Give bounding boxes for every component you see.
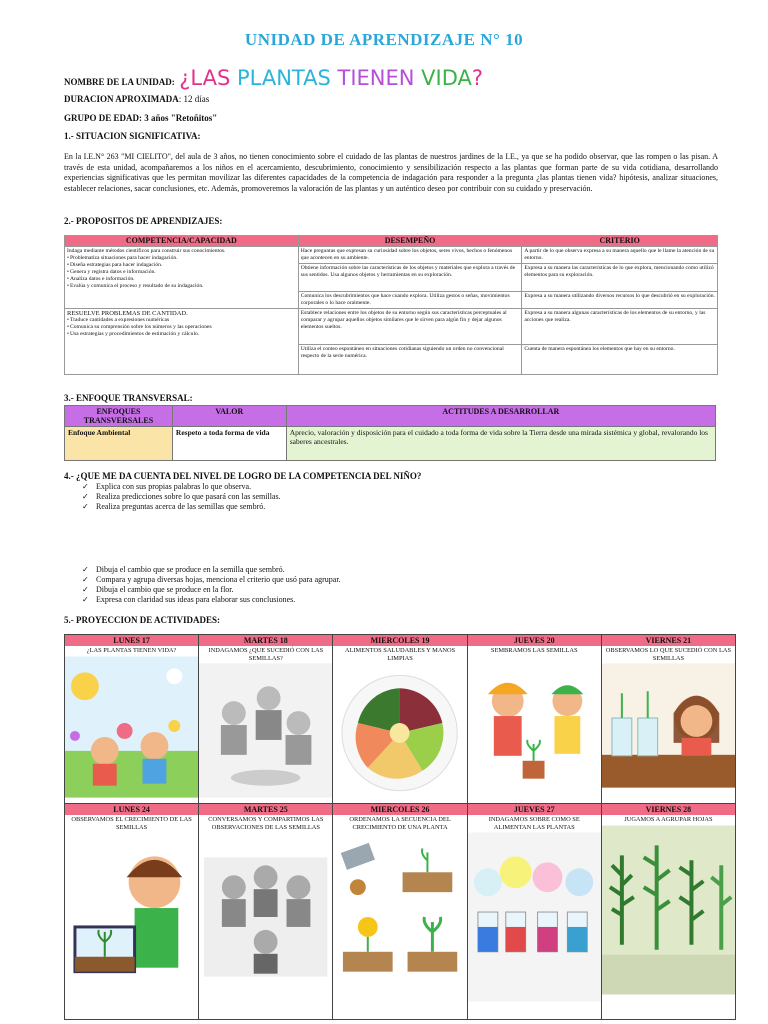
- activity-cell: [601, 804, 735, 1020]
- desempeno-cell: Hace preguntas que expresan su curiosidad sobre los objetos, seres vivos, hechos o fenómenos que acontecen en su ambiente.: [298, 247, 522, 264]
- activity-cell: [333, 804, 467, 1020]
- criterio-cell: Cuenta de manera espontánea los elementos que hay en su entorno.: [522, 345, 718, 375]
- desempeno-cell: Comunica los descubrimientos que hace cuando explora. Utiliza gestos o señas, movimientos corporales o lo hace oralmente.: [298, 292, 522, 309]
- activity-title: ORDENAMOS LA SECUENCIA DEL CRECIMIENTO DE UNA PLANTA: [349, 816, 451, 831]
- day-label: MARTES 18: [199, 635, 332, 646]
- unit-name-label: NOMBRE DE LA UNIDAD: [64, 77, 172, 87]
- unit-name-title: ¿LAS PLANTAS TIENEN VIDA?: [179, 66, 484, 90]
- criterio-cell: Expresa a su manera las características de lo que explora, mencionando como utilizó elementos para su exploración.: [522, 264, 718, 292]
- list-item: ✓ Realiza predicciones sobre lo que pasará con las semillas.: [64, 492, 704, 502]
- document-title: UNIDAD DE APRENDIZAJE N° 10: [244, 30, 524, 49]
- logro-list-b: [64, 565, 704, 605]
- activity-title: ALIMENTOS SALUDABLES Y MANOS LIMPIAS: [344, 647, 456, 662]
- section2-title: 2.- PROPOSITOS DE APRENDIZAJES:: [64, 216, 223, 226]
- activities-grid: [64, 634, 736, 1020]
- col-desempeno: DESEMPEÑO: [298, 236, 522, 247]
- valor-cell: Respeto a toda forma de vida: [172, 427, 286, 461]
- activity-title: OBSERVAMOS EL CRECIMIENTO DE LAS SEMILLAS: [71, 816, 192, 831]
- list-item: ✓ Explica con sus propias palabras lo que observa.: [64, 482, 704, 492]
- day-label: VIERNES 28: [602, 804, 735, 815]
- activity-cell: [199, 804, 333, 1020]
- logro-list-a: [64, 482, 704, 512]
- activity-title: CONVERSAMOS Y COMPARTIMOS LAS OBSERVACIONES DE LAS SEMILLAS: [208, 816, 324, 831]
- enfoque-table: [64, 405, 716, 461]
- activity-cell: [467, 804, 601, 1020]
- activity-cell: [65, 804, 199, 1020]
- col-actitudes: ACTITUDES A DESARROLLAR: [286, 406, 715, 427]
- section5-title: 5.- PROYECCION DE ACTIVIDADES:: [64, 615, 221, 625]
- day-label: VIERNES 21: [602, 635, 735, 646]
- activity-title: JUGAMOS A AGRUPAR HOJAS: [624, 816, 713, 823]
- desempeno-cell: Establece relaciones entre los objetos de su entorno según sus características perceptuales al comparar y agrupar aquellos objetos similares que le sirven para algún fin y dejar algunos elementos sueltos.: [298, 309, 522, 345]
- duration-label: DURACION APROXIMADA: [64, 94, 179, 104]
- list-item: ✓ Realiza preguntas acerca de las semillas que sembró.: [64, 502, 704, 512]
- boy-observing-terrarium-illustration: [65, 832, 198, 1002]
- leaves-group-photo: [602, 825, 735, 995]
- activity-cell: [199, 635, 333, 804]
- girl-observing-jars-illustration: [602, 663, 735, 788]
- duration-value: : 12 días: [178, 94, 210, 104]
- unit-name-row: NOMBRE DE LA UNIDAD: ¿LAS PLANTAS TIENEN VIDA?: [64, 66, 484, 90]
- desempeno-cell: Utiliza el conteo espontáneo en situaciones cotidianas siguiendo un orden no convencional respecto de la serie numérica.: [298, 345, 522, 375]
- enfoque-ambiental: Enfoque Ambiental: [65, 427, 173, 461]
- duration-row: [64, 94, 209, 104]
- colored-water-flowers-photo: [468, 832, 601, 1002]
- activity-title: SEMBRAMOS LAS SEMILLAS: [490, 647, 578, 654]
- day-label: MARTES 25: [199, 804, 332, 815]
- day-label: MIERCOLES 26: [333, 804, 466, 815]
- children-conversing-sketch: [199, 832, 332, 1002]
- desempeno-cell: Obtiene información sobre las características de los objetos y materiales que explora a través de sus sentidos. Usa algunos objetos y herramientas en su exploración.: [298, 264, 522, 292]
- col-competencia: COMPETENCIA/CAPACIDAD: [65, 236, 299, 247]
- propositos-table: [64, 235, 718, 375]
- list-item: ✓ Compara y agrupa diversas hojas, menciona el criterio que usó para agrupar.: [64, 575, 704, 585]
- activity-title: INDAGAMOS SOBRE COMO SE ALIMENTAN LAS PLANTAS: [488, 816, 580, 831]
- section1-title: 1.- SITUACION SIGNIFICATIVA:: [64, 131, 201, 141]
- group-value: : 3 años "Retoñitos": [139, 113, 218, 123]
- actitudes-cell: Aprecio, valoración y disposición para el cuidado a toda forma de vida sobre la Tierra desde una mirada sistémica y global, revalorando los saberes ancestrales.: [286, 427, 715, 461]
- activity-title: INDAGAMOS ¿QUE SUCEDIÓ CON LAS SEMILLAS?: [208, 647, 324, 662]
- activity-cell: [601, 635, 735, 804]
- col-valor: VALOR: [172, 406, 286, 427]
- activity-cell: [333, 635, 467, 804]
- activity-cell: [65, 635, 199, 804]
- day-label: JUEVES 20: [468, 635, 601, 646]
- children-garden-illustration: [65, 656, 198, 798]
- criterio-cell: A partir de lo que observa expresa a su manera aquello que le llame la atención de su entorno.: [522, 247, 718, 264]
- competencia-indaga: Indaga mediante métodos científicos para construir sus conocimientos. • Problematiza situaciones para hacer indagación. • Diseña estrategias para hacer indagación. • Genera y registra datos e información. • Analiza datos e información. • Evalúa y comunica el proceso y resultado de su indagación.: [65, 247, 299, 309]
- activity-title: ¿LAS PLANTAS TIENEN VIDA?: [86, 647, 177, 654]
- children-sketch-illustration: [199, 663, 332, 798]
- list-item: ✓ Expresa con claridad sus ideas para elaborar sus conclusiones.: [64, 595, 704, 605]
- day-label: LUNES 17: [65, 635, 198, 646]
- col-enfoques: ENFOQUES TRANSVERSALES: [65, 406, 173, 427]
- situacion-text: En la I.E.N° 263 "MI CIELITO", del aula de 3 años, no tienen conocimiento sobre el cuidado de las plantas de nuestros jardines de la I.E., ya que se ha podido observar, que las rompen o las pisan. A través de esta unidad, acompañaremos a los niños en el acercamiento, descubrimiento, conocimiento y sensibilización respecto a las plantas que forman parte de su vida cotidiana, desarrollando experiencias significativas que les permitan movilizar las diferentes capacidades de la competencia de indagación para responder a la pregunta ¿las plantas tienen vida? hipótesis, analizar situaciones, establecer relaciones, sacar conclusiones, etc. Además, promoveremos la valoración de las plantas y un auténtico deseo por contribuir con su cuidado y preservación.: [64, 152, 718, 193]
- group-label: GRUPO DE EDAD: [64, 113, 140, 123]
- activity-cell: [467, 635, 601, 804]
- day-label: JUEVES 27: [468, 804, 601, 815]
- criterio-cell: Expresa a su manera algunas características de los elementos de su entorno, y las acciones que realiza.: [522, 309, 718, 345]
- day-label: MIERCOLES 19: [333, 635, 466, 646]
- plant-growth-sequence-illustration: [333, 832, 466, 1002]
- competencia-cantidad: RESUELVE PROBLEMAS DE CANTIDAD. • Traduce cantidades a expresiones numéricas • Comunica su comprensión sobre los números y las operaciones • Usa estrategias y procedimientos de estimación y cálculo.: [65, 309, 299, 375]
- section4-title: 4.- ¿QUE ME DA CUENTA DEL NIVEL DE LOGRO DE LA COMPETENCIA DEL NIÑO?: [64, 471, 422, 481]
- day-label: LUNES 24: [65, 804, 198, 815]
- col-criterio: CRITERIO: [522, 236, 718, 247]
- children-planting-illustration: [468, 656, 601, 796]
- healthy-food-bowl-image: [333, 663, 466, 803]
- criterio-cell: Expresa a su manera utilizando diversos recursos lo que descubrió en su exploración.: [522, 292, 718, 309]
- activity-title: OBSERVAMOS LO QUE SUCEDIÓ CON LAS SEMILLAS: [605, 647, 732, 662]
- section3-title: 3.- ENFOQUE TRANSVERSAL:: [64, 393, 193, 403]
- list-item: ✓ Dibuja el cambio que se produce en la semilla que sembró.: [64, 565, 704, 575]
- group-row: [64, 113, 217, 123]
- list-item: ✓ Dibuja el cambio que se produce en la flor.: [64, 585, 704, 595]
